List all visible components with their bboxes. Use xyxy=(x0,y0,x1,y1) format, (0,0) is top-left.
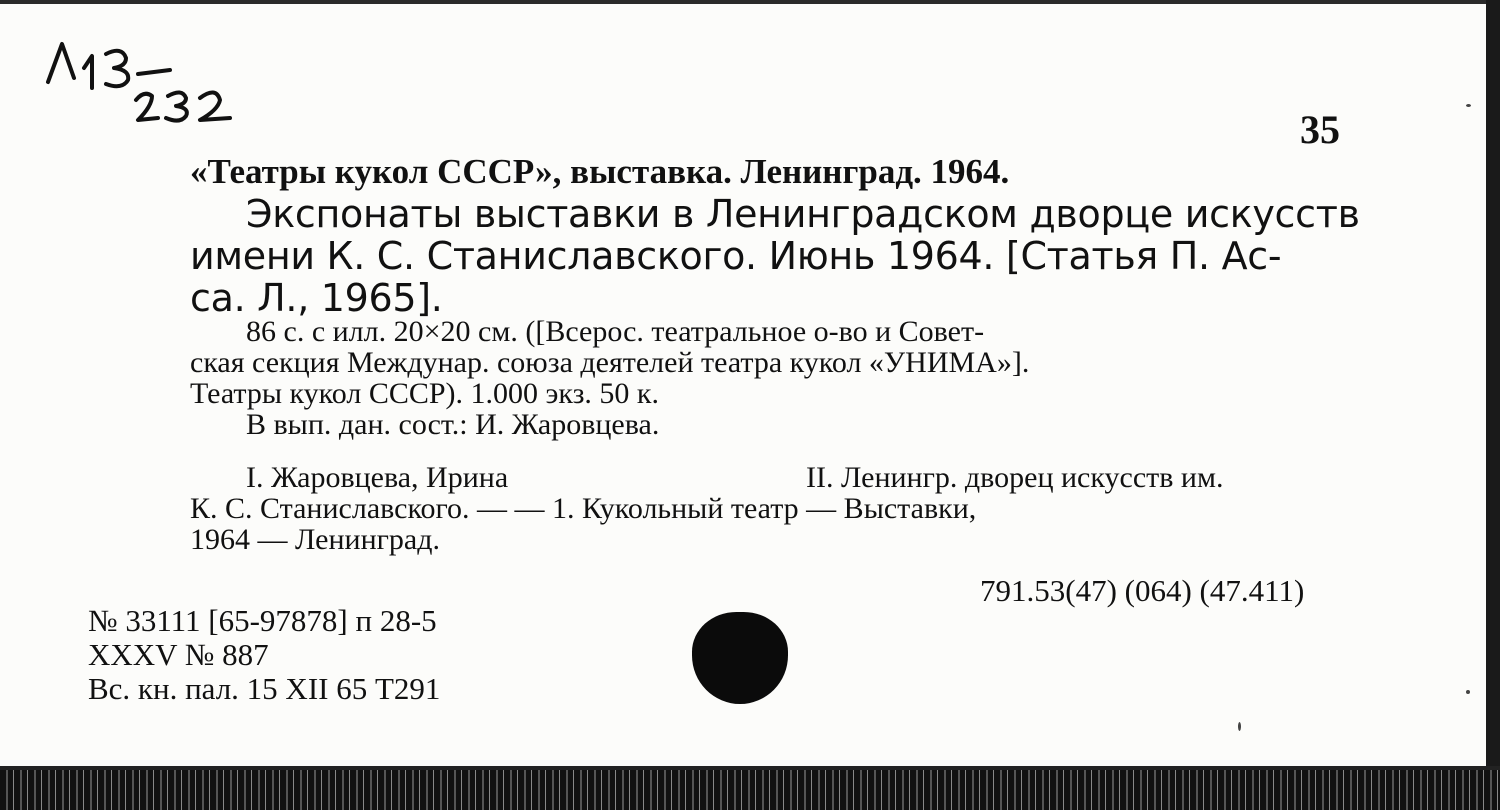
imprint-line: В вып. дан. сост.: И. Жаровцева. xyxy=(246,408,660,441)
scan-speck xyxy=(1238,722,1241,731)
card-title: «Театры кукол СССР», выставка. Ленинград. 1964. xyxy=(190,152,1010,191)
scan-speck xyxy=(1466,104,1471,107)
imprint xyxy=(190,316,1366,440)
added-entries xyxy=(190,462,1366,555)
page-number: 35 xyxy=(1300,107,1340,152)
top-edge xyxy=(0,0,1500,4)
bottom-edge-band xyxy=(0,770,1500,810)
registry-line: № 33111 [65-97878] п 28-5 xyxy=(88,603,437,638)
registry-info xyxy=(88,604,440,706)
right-edge xyxy=(1486,0,1500,810)
added-entries-line: К. С. Станиславского. — — 1. Кукольный театр — Выставки, xyxy=(190,492,977,525)
description-line: са. Л., 1965]. xyxy=(190,276,443,320)
registry-line: XXXV № 887 xyxy=(88,637,269,672)
punch-hole xyxy=(692,612,788,704)
classification-number: 791.53(47) (064) (47.411) xyxy=(980,573,1305,608)
handwritten-code-drawing xyxy=(40,30,260,130)
imprint-line: ская секция Междунар. союза деятелей театра кукол «УНИМА»]. xyxy=(190,346,1030,379)
imprint-line: 86 с. с илл. 20×20 см. ([Всерос. театральное о-во и Совет- xyxy=(246,315,985,348)
description-line: Экспонаты выставки в Ленинградском дворце искусств xyxy=(246,192,1360,236)
description xyxy=(190,193,1366,319)
scan-speck xyxy=(1466,690,1470,694)
corporate-entry: II. Ленингр. дворец искусств им. xyxy=(806,461,1224,494)
description-line: имени К. С. Станиславского. Июнь 1964. [Статья П. Ас- xyxy=(190,234,1282,278)
imprint-line: Театры кукол СССР). 1.000 экз. 50 к. xyxy=(190,377,659,410)
added-entries-line: 1964 — Ленинград. xyxy=(190,523,441,556)
registry-line: Вс. кн. пал. 15 XII 65 Т291 xyxy=(88,671,441,706)
added-entries-line xyxy=(190,462,1366,493)
personal-name-entry: I. Жаровцева, Ирина xyxy=(246,461,509,494)
handwritten-code xyxy=(40,30,260,130)
